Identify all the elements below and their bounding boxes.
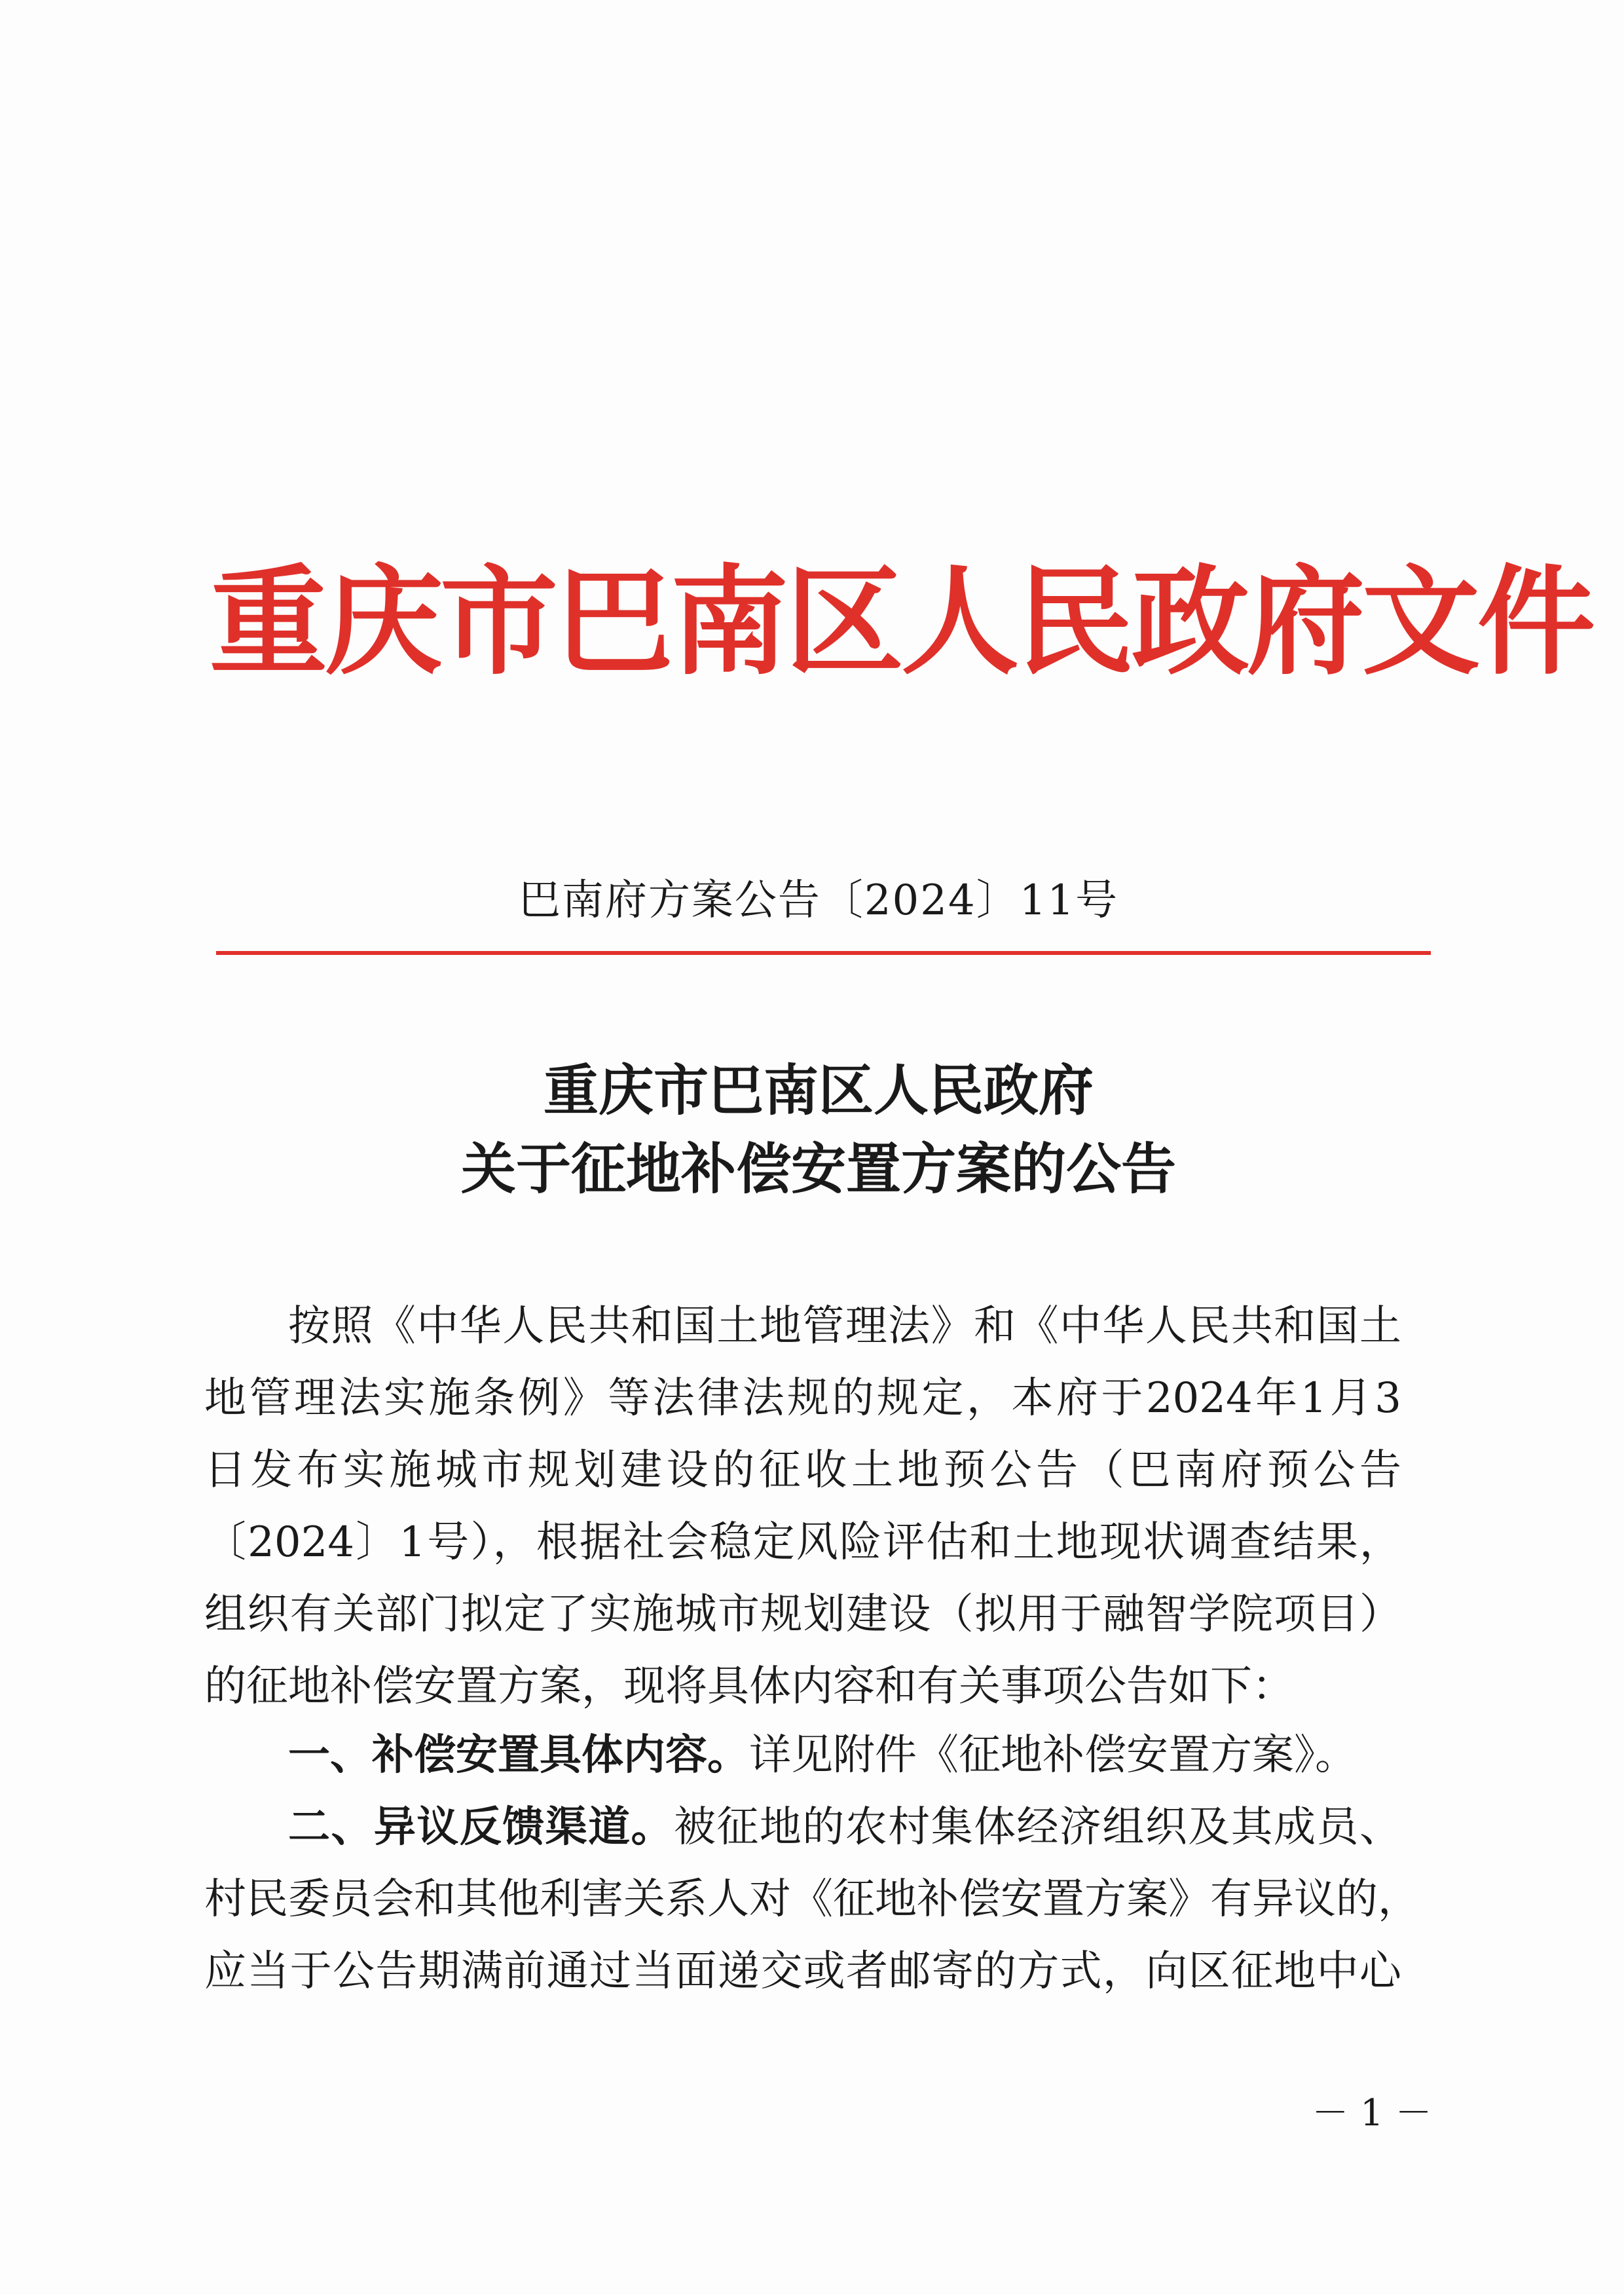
- section-1-paragraph: [204, 1719, 1401, 1791]
- red-divider-line: [216, 951, 1431, 955]
- body-line: 地管理法实施条例》等法律法规的规定，本府于2024年1月3: [204, 1374, 1401, 1423]
- body-line: 日发布实施城市规划建设的征收土地预公告（巴南府预公告: [204, 1446, 1401, 1495]
- section-1-text: 详见附件《征地补偿安置方案》。: [749, 1731, 1357, 1780]
- announcement-title-line-2: 关于征地补偿安置方案的公告: [460, 1136, 1176, 1201]
- document-number: 巴南府方案公告〔2024〕11号: [518, 876, 1119, 925]
- body-line: 按照《中华人民共和国土地管理法》和《中华人民共和国土: [288, 1302, 1401, 1351]
- body-line: 的征地补偿安置方案，现将具体内容和有关事项公告如下：: [204, 1662, 1294, 1711]
- announcement-title-line-1: 重庆市巴南区人民政府: [543, 1058, 1094, 1123]
- section-2-line: [204, 1791, 1401, 1863]
- section-2-heading: 二、异议反馈渠道。: [288, 1803, 674, 1852]
- section-1-line: [204, 1719, 1401, 1791]
- body-line: 村民委员会和其他利害关系人对《征地补偿安置方案》有异议的，: [204, 1875, 1420, 1924]
- section-2-paragraph: [204, 1791, 1420, 2007]
- page-number: － 1 －: [1312, 2092, 1432, 2135]
- body-line: 〔2024〕1号），根据社会稳定风险评估和土地现状调查结果，: [204, 1518, 1401, 1567]
- body-line: 组织有关部门拟定了实施城市规划建设（拟用于融智学院项目）: [204, 1590, 1401, 1639]
- masthead-title: 重庆市巴南区人民政府文件: [210, 553, 1593, 691]
- section-2-text: 被征地的农村集体经济组织及其成员、: [673, 1803, 1402, 1852]
- intro-paragraph: [204, 1290, 1401, 1723]
- section-1-heading: 一、补偿安置具体内容。: [288, 1731, 749, 1780]
- body-line: 应当于公告期满前通过当面递交或者邮寄的方式，向区征地中心: [204, 1947, 1401, 1996]
